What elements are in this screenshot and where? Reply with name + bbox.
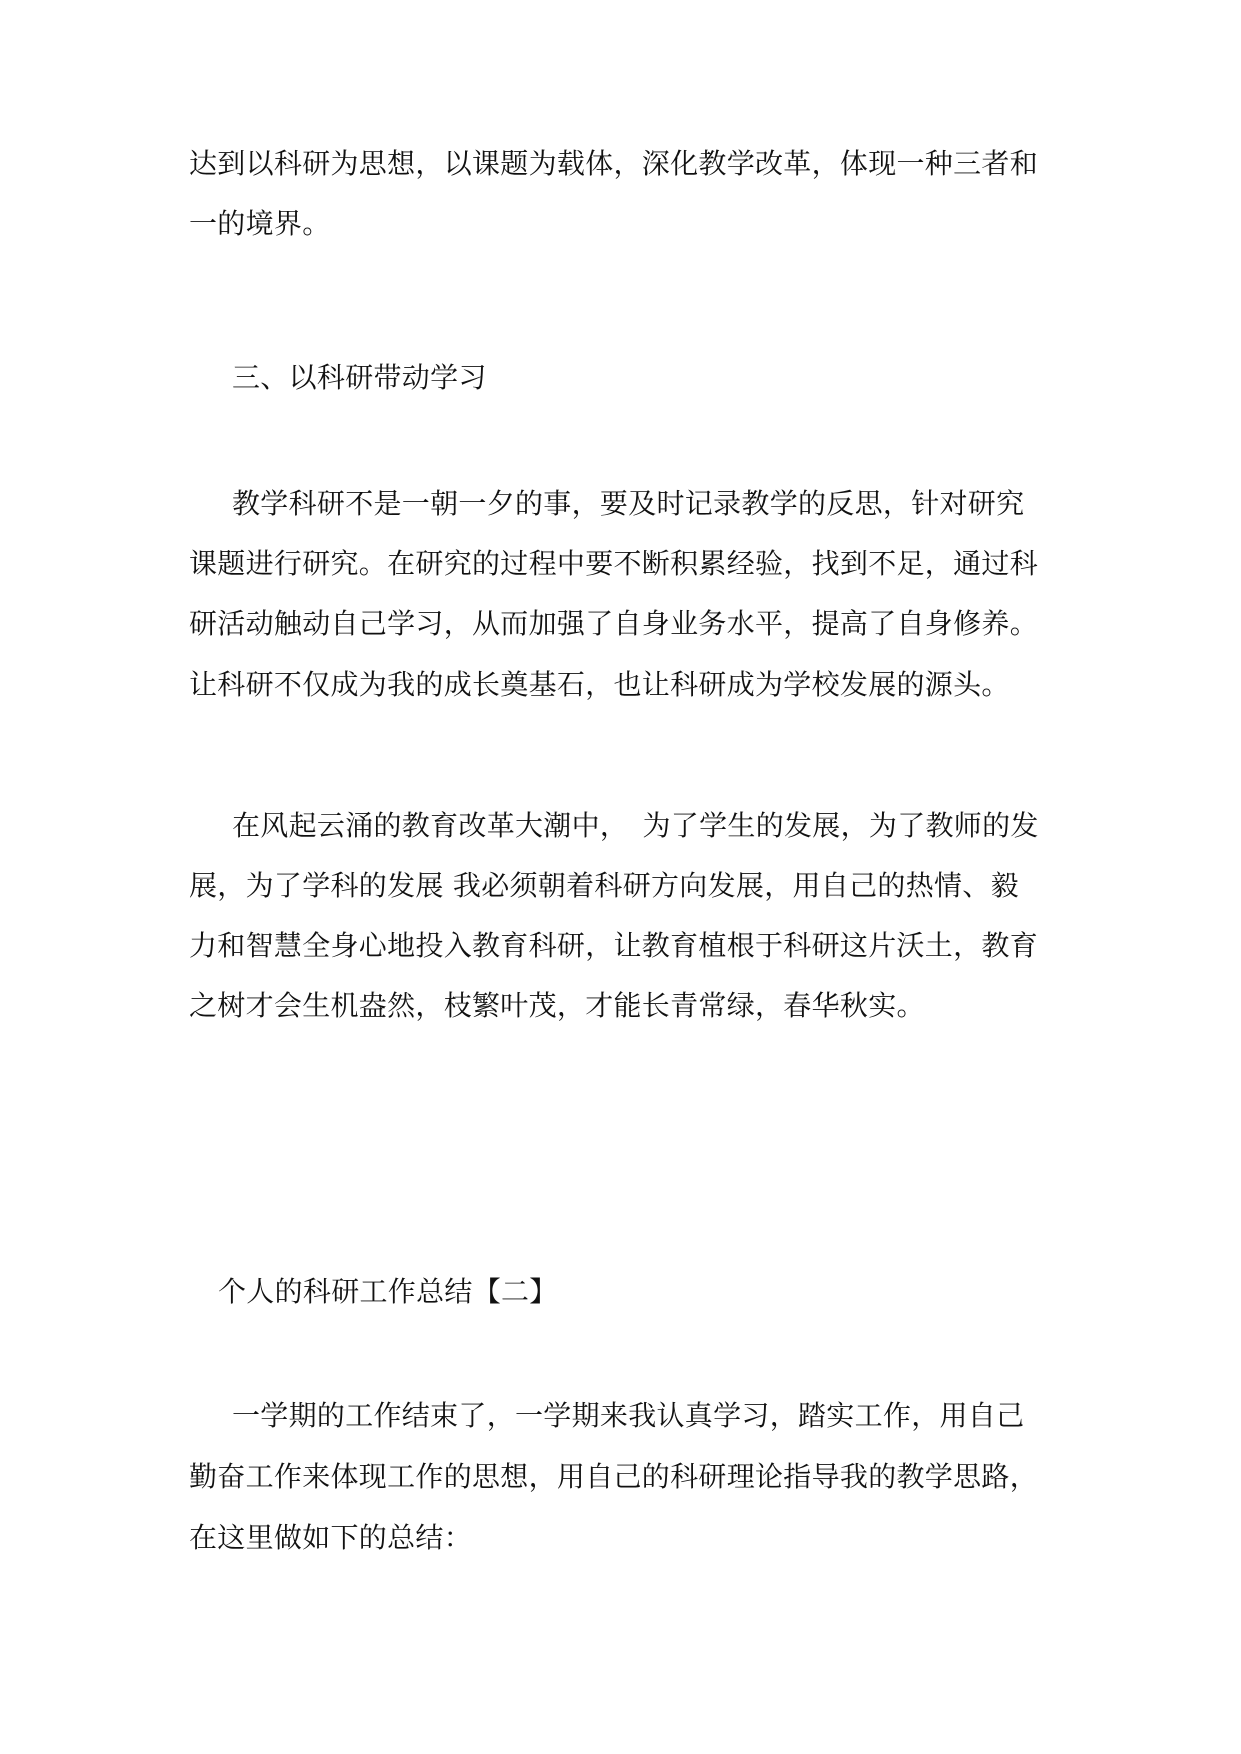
paragraph-line: 力和智慧全身心地投入教育科研，让教育植根于科研这片沃土，教育 — [189, 929, 1039, 962]
section-title: 个人的科研工作总结【二】 — [218, 1275, 558, 1308]
paragraph-line: 课题进行研究。在研究的过程中要不断积累经验，找到不足，通过科 — [189, 547, 1039, 580]
paragraph-line: 让科研不仅成为我的成长奠基石，也让科研成为学校发展的源头。 — [189, 668, 1010, 701]
paragraph-line: 在风起云涌的教育改革大潮中， 为了学生的发展，为了教师的发 — [232, 809, 1039, 842]
paragraph-line: 在这里做如下的总结： — [189, 1521, 473, 1554]
paragraph-line: 研活动触动自己学习，从而加强了自身业务水平，提高了自身修养。 — [189, 607, 1039, 640]
paragraph-line: 勤奋工作来体现工作的思想，用自己的科研理论指导我的教学思路， — [189, 1460, 1039, 1493]
paragraph-line: 展，为了学科的发展 我必须朝着科研方向发展，用自己的热情、毅 — [189, 869, 1019, 902]
section-heading: 三、以科研带动学习 — [232, 361, 487, 394]
paragraph-line: 之树才会生机盎然，枝繁叶茂，才能长青常绿，春华秋实。 — [189, 989, 925, 1022]
paragraph-line: 达到以科研为思想，以课题为载体，深化教学改革，体现一种三者和 — [189, 147, 1039, 180]
paragraph-line: 一的境界。 — [189, 207, 331, 240]
paragraph-line: 一学期的工作结束了，一学期来我认真学习，踏实工作，用自己 — [232, 1399, 1025, 1432]
paragraph-line: 教学科研不是一朝一夕的事，要及时记录教学的反思，针对研究 — [232, 487, 1025, 520]
